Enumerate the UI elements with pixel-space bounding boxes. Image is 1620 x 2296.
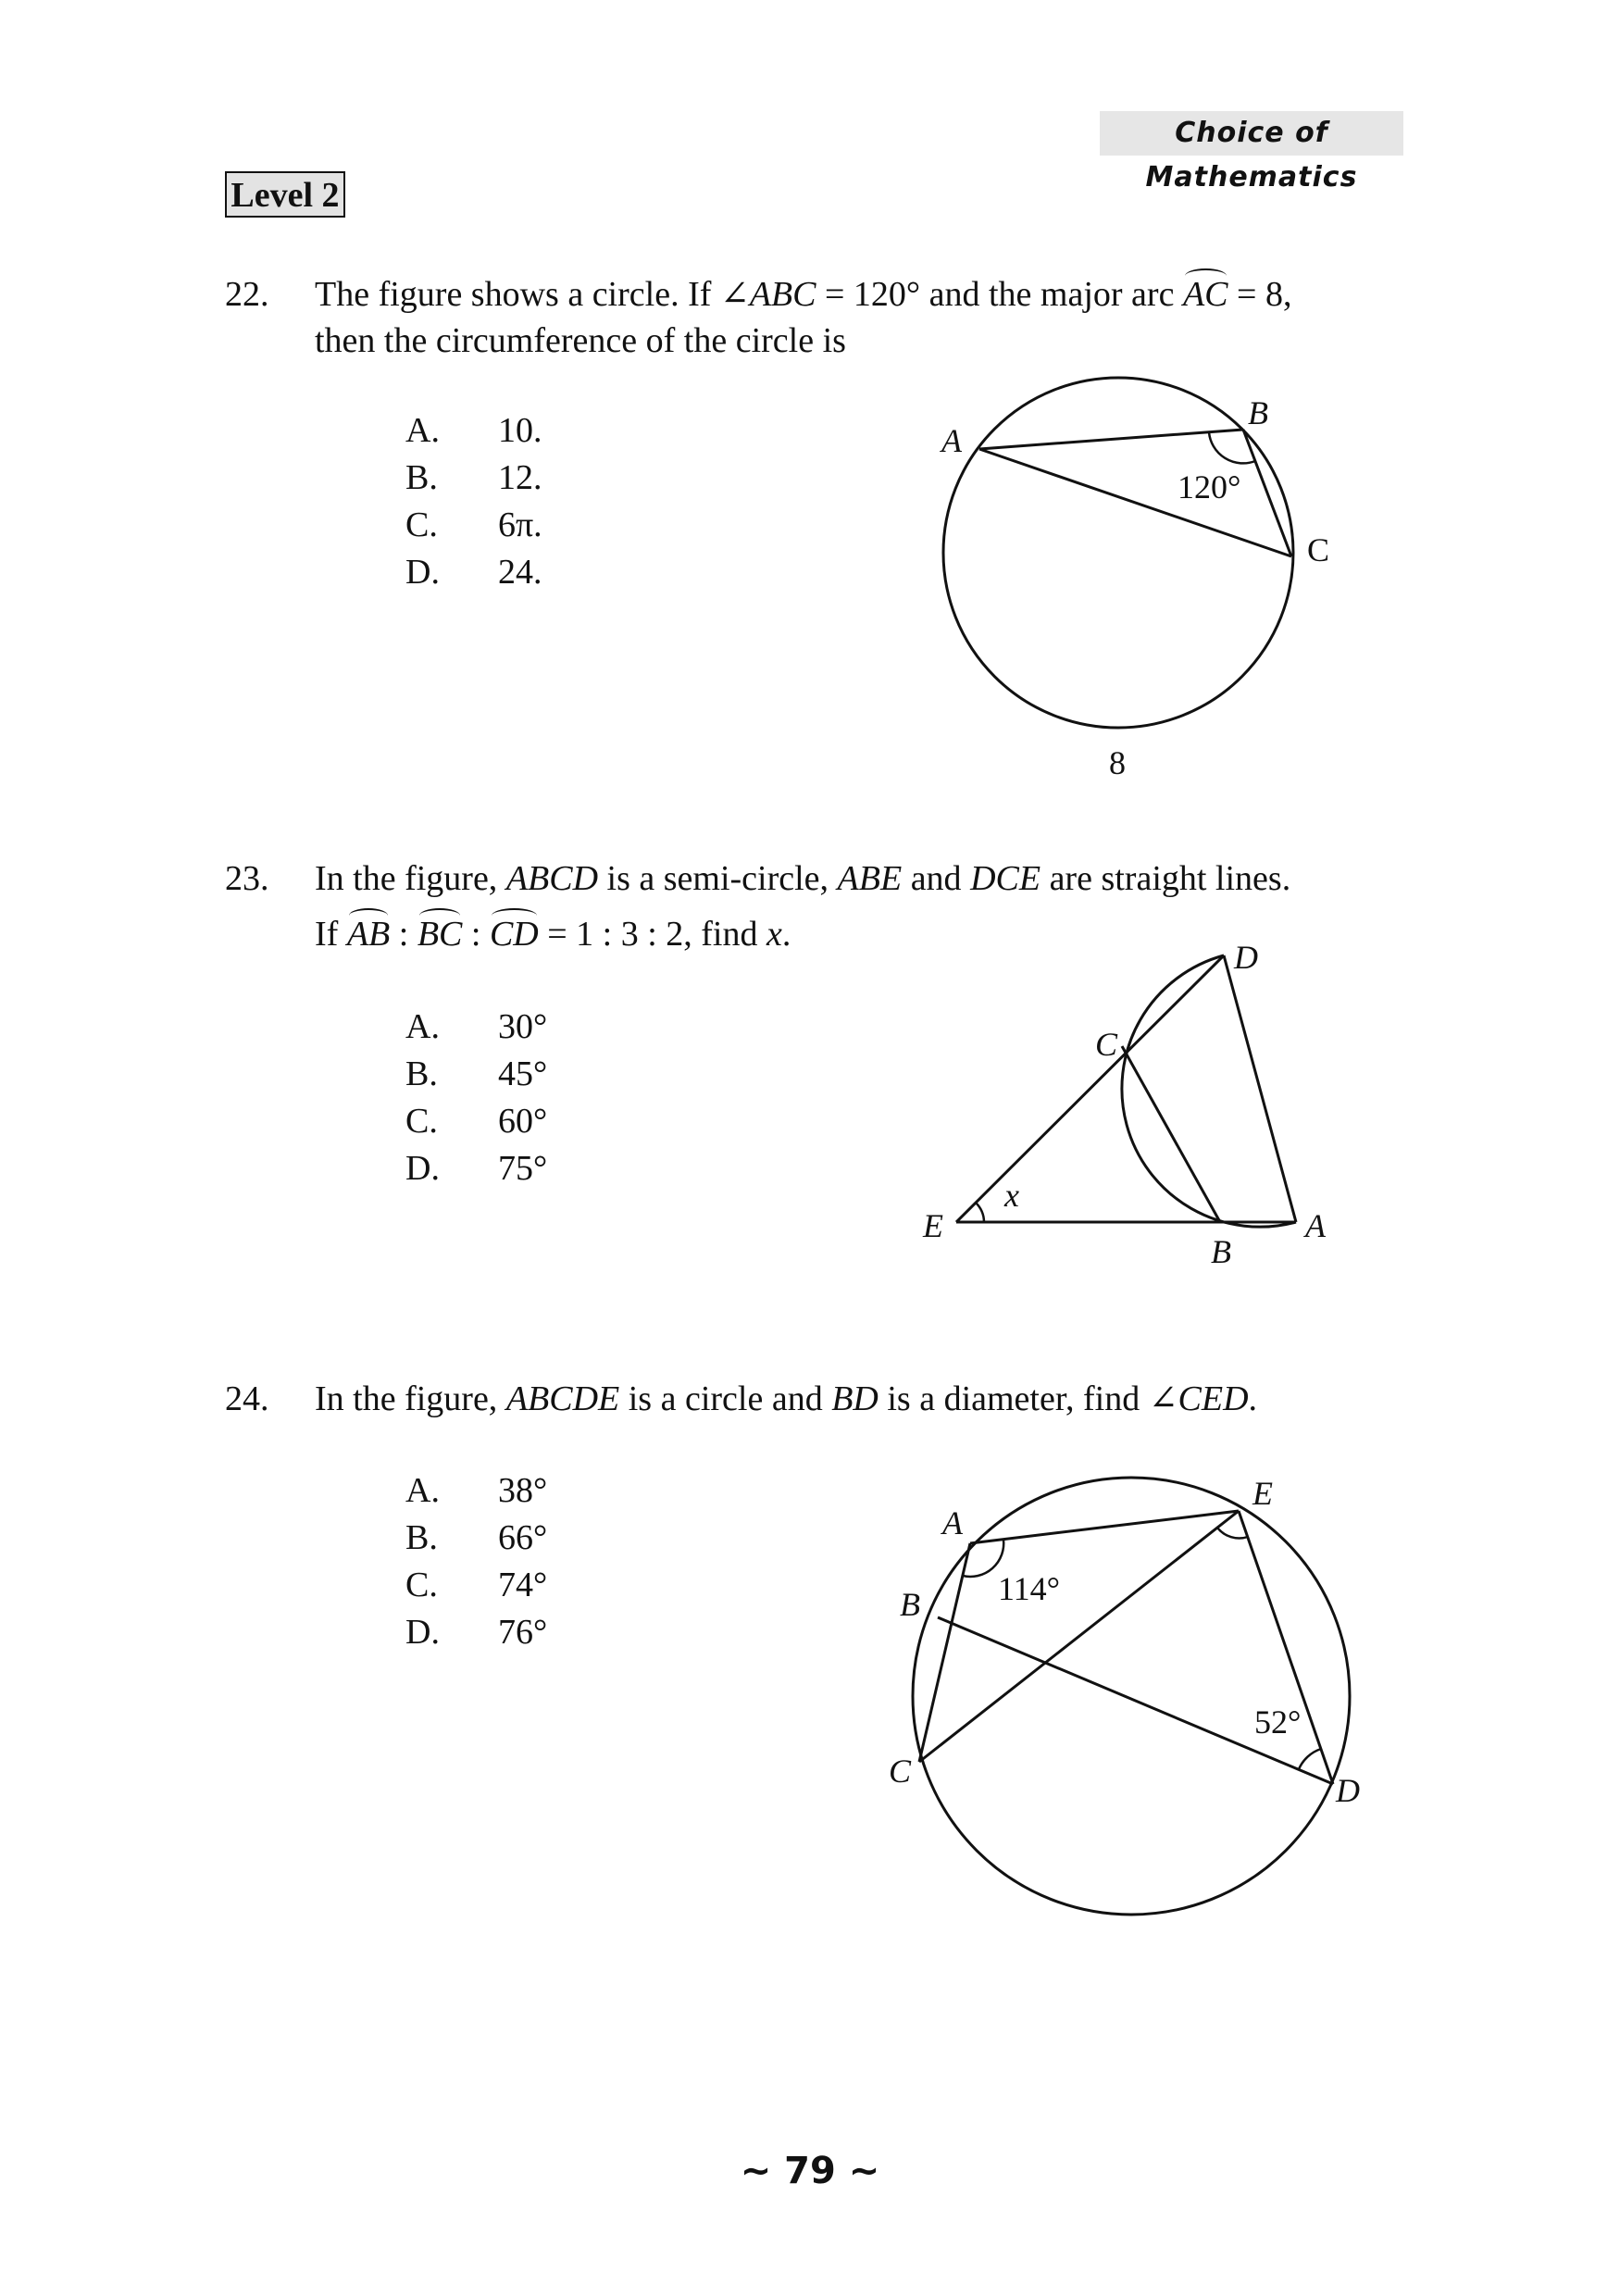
arc-cd: CD (490, 911, 539, 957)
question-22-line2: then the circumference of the circle is (315, 321, 846, 360)
arc-ac: AC (1183, 271, 1228, 318)
option-23-a[interactable]: A. 30° (405, 1007, 548, 1046)
option-22-b[interactable]: B. 12. (405, 458, 542, 497)
q24-angle-d-label: 52° (1254, 1703, 1302, 1741)
q22-label-a: A (941, 422, 962, 459)
question-24-line1: In the figure, ABCDE is a circle and BD is a diameter, find ∠CED. (315, 1379, 1258, 1418)
question-23-line1: In the figure, ABCD is a semi-circle, ABE and DCE are straight lines. (315, 859, 1291, 898)
level-heading: Level 2 (225, 171, 345, 218)
arc-bc: BC (417, 911, 463, 957)
question-22-line1: The figure shows a circle. If ∠ABC = 120° and the major arc AC = 8, (315, 271, 1407, 318)
option-24-c[interactable]: C. 74° (405, 1566, 548, 1604)
option-22-d[interactable]: D. 24. (405, 553, 542, 592)
q23-label-e: E (923, 1207, 943, 1244)
q24-label-b: B (900, 1586, 920, 1623)
q24-angle-a-label: 114° (998, 1570, 1061, 1607)
question-22-number: 22. (225, 275, 269, 314)
q24-label-e: E (1252, 1475, 1273, 1512)
q22-arc-length-label: 8 (1109, 744, 1126, 781)
q22-label-b: B (1248, 394, 1268, 431)
q23-label-c: C (1095, 1026, 1118, 1063)
q23-label-x: x (1004, 1177, 1019, 1214)
q24-angle-mark-d (1299, 1749, 1321, 1769)
q24-chord-ed (1239, 1511, 1333, 1784)
question-23-line2: If AB : BC : CD = 1 : 3 : 2, find x. (315, 911, 1407, 957)
question-24-number: 24. (225, 1379, 269, 1418)
option-24-a[interactable]: A. 38° (405, 1471, 548, 1510)
q23-label-d: D (1234, 939, 1258, 976)
q22-angle-label: 120° (1178, 468, 1241, 505)
q23-label-b: B (1211, 1233, 1231, 1270)
option-23-d[interactable]: D. 75° (405, 1149, 548, 1188)
q24-angle-mark-e (1217, 1528, 1248, 1539)
q24-label-c: C (889, 1753, 912, 1790)
page-number: ~ 79 ~ (740, 2150, 880, 2192)
q24-label-a: A (942, 1504, 963, 1541)
option-24-d[interactable]: D. 76° (405, 1613, 548, 1652)
option-23-b[interactable]: B. 45° (405, 1054, 548, 1093)
q22-label-c: C (1307, 531, 1330, 568)
option-23-c[interactable]: C. 60° (405, 1102, 548, 1141)
series-header: Choice of Mathematics (1100, 111, 1403, 156)
option-24-b[interactable]: B. 66° (405, 1518, 548, 1557)
q23-label-a: A (1305, 1207, 1326, 1244)
q24-chord-ae (970, 1511, 1239, 1543)
arc-ab: AB (347, 911, 390, 957)
option-22-c[interactable]: C. 6π. (405, 505, 542, 544)
question-23-number: 23. (225, 859, 269, 898)
option-22-a[interactable]: A. 10. (405, 411, 542, 450)
q24-label-d: D (1336, 1772, 1360, 1809)
